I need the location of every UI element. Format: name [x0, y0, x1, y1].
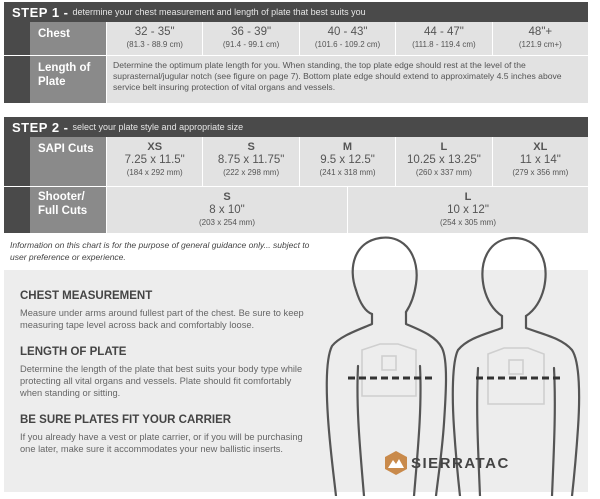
- chest-size-cell: 48"+ (121.9 cm+): [518, 26, 562, 49]
- shooter-row: [4, 187, 588, 233]
- chest-label: Chest: [30, 22, 107, 55]
- step2-header: [4, 117, 588, 137]
- sapi-label: SAPI Cuts: [30, 137, 107, 186]
- shooter-size-cell: S 8 x 10" (203 x 254 mm): [107, 187, 348, 233]
- female-plate-outline: [362, 344, 416, 396]
- sapi-row: [4, 137, 588, 186]
- shooter-label: Shooter/ Full Cuts: [30, 187, 107, 233]
- length-label: Length of Plate: [30, 56, 107, 103]
- length-row: [4, 56, 588, 103]
- step1-header: [4, 2, 588, 22]
- carrier-fit-title: BE SURE PLATES FIT YOUR CARRIER: [20, 414, 232, 426]
- step2-title: STEP 2 -: [12, 119, 69, 135]
- sapi-size-cell: XL 11 x 14" (279 x 356 mm): [512, 141, 569, 177]
- sapi-size-cell: XS 7.25 x 11.5" (184 x 292 mm): [107, 137, 203, 186]
- guidance-note: Information on this chart is for the purpose of general guidance only... subject to user preference or experience.: [10, 240, 310, 262]
- length-description: Determine the optimum plate length for you. When standing, the top plate edge should rest at the level of the suprasternal/jugular notch (see figure on page 7). Bottom plate edge should extend to approximately 4.5 inches above service belt insuring protection of vital organs and vessels.: [107, 56, 588, 103]
- chest-row: [4, 22, 588, 55]
- male-plate-outline: [488, 348, 544, 404]
- sapi-size-cell: M 9.5 x 12.5" (241 x 318 mm): [300, 137, 396, 186]
- shooter-size-cell: L 10 x 12" (254 x 305 mm): [439, 191, 497, 227]
- sapi-size-cell: L 10.25 x 13.25" (260 x 337 mm): [396, 137, 492, 186]
- sapi-size-cell: S 8.75 x 11.75" (222 x 298 mm): [203, 137, 299, 186]
- step2-subtitle: select your plate style and appropriate size: [72, 122, 244, 132]
- length-of-plate-text: Determine the length of the plate that best suits your body type while protecting all vital organs and vessels. Plate should fit comfortably when standing or sitting.: [20, 364, 303, 398]
- sierratac-mountain-icon: [385, 451, 407, 475]
- length-of-plate-title: LENGTH OF PLATE: [20, 346, 127, 358]
- chest-measurement-text: Measure under arms around fullest part of the chest. Be sure to keep measuring tape level across back and comfortably loose.: [20, 308, 304, 330]
- chest-size-cell: 36 - 39" (91.4 - 99.1 cm): [203, 22, 299, 55]
- chest-size-cell: 40 - 43" (101.6 - 109.2 cm): [300, 22, 396, 55]
- carrier-fit-text: If you already have a vest or plate carrier, or if you will be purchasing one later, make sure it accommodates your new ballistic inserts.: [20, 432, 303, 454]
- chest-size-cell: 32 - 35" (81.3 - 88.9 cm): [107, 22, 203, 55]
- step1-subtitle: determine your chest measurement and length of plate that best suits you: [72, 7, 366, 17]
- brand-name: SIERRATAC: [411, 454, 510, 472]
- brand-logo: [385, 451, 510, 475]
- chest-measurement-title: CHEST MEASUREMENT: [20, 290, 153, 302]
- step1-title: STEP 1 -: [12, 4, 69, 20]
- chest-size-cell: 44 - 47" (111.8 - 119.4 cm): [396, 22, 492, 55]
